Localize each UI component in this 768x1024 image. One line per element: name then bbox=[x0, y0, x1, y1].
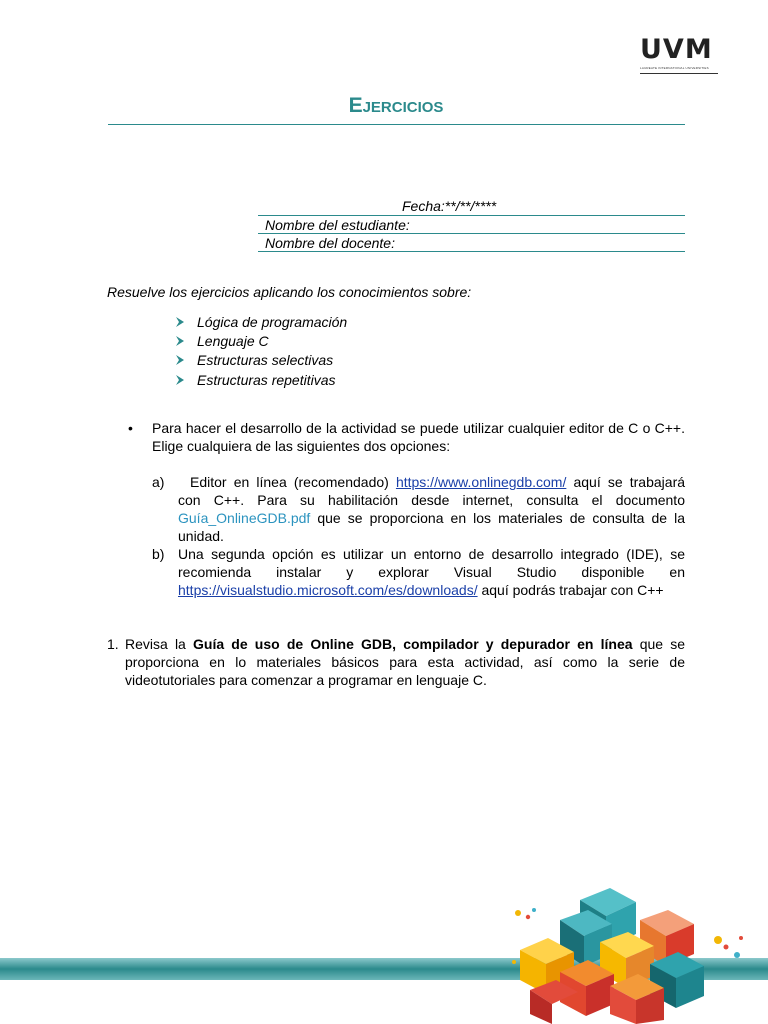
title-divider bbox=[108, 124, 685, 125]
intro-text: Resuelve los ejercicios aplicando los conocimientos sobre: bbox=[107, 284, 472, 300]
logo-subtitle: LAUREATE INTERNATIONAL UNIVERSITIES bbox=[640, 66, 709, 70]
teacher-name-label: Nombre del docente: bbox=[265, 235, 395, 251]
date-field-line bbox=[258, 215, 685, 216]
arrow-bullet-icon bbox=[175, 375, 185, 385]
step-number: 1. bbox=[107, 636, 119, 652]
step-1-text: Revisa la Guía de uso de Online GDB, compilador y depurador en línea que se proporciona en lo materiales básicos para esta actividad, así como la serie de videotutoriales para comenzar a programar en lenguaje C. bbox=[125, 636, 685, 688]
option-a-text: Editor en línea (recomendado) https://www.onlinegdb.com/ aquí se trabajará con C++. Para su habilitación desde internet, consulta el documento Guía_OnlineGDB.pdf que se proporciona en los materiales de consulta de la unidad. bbox=[178, 474, 686, 544]
guide-title: Guía de uso de Online GDB, compilador y depurador en línea bbox=[193, 636, 633, 652]
option-b-text: Una segunda opción es utilizar un entorno de desarrollo integrado (IDE), se recomienda instalar y explorar Visual Studio disponible en https://visualstudio.microsoft.com/es/downloads/ aquí podrás trabajar con C++ bbox=[178, 546, 685, 598]
visual-studio-link[interactable]: https://visualstudio.microsoft.com/es/downloads/ bbox=[178, 582, 478, 598]
arrow-bullet-icon bbox=[175, 336, 185, 346]
topic-item: Estructuras selectivas bbox=[197, 352, 334, 368]
arrow-bullet-icon bbox=[175, 317, 185, 327]
bullet-dot-icon: • bbox=[128, 420, 133, 436]
logo-text: UVM bbox=[640, 34, 713, 65]
page-title: Ejercicios bbox=[348, 94, 444, 117]
topic-item: Lenguaje C bbox=[197, 333, 269, 349]
guide-pdf-link[interactable]: Guía_OnlineGDB.pdf bbox=[178, 510, 311, 526]
student-name-line bbox=[258, 233, 685, 234]
bullet-paragraph: Para hacer el desarrollo de la actividad se puede utilizar cualquier editor de C o C++. Elige cualquiera de las siguientes dos opciones: bbox=[152, 420, 685, 454]
topic-item: Estructuras repetitivas bbox=[197, 372, 336, 388]
onlinegdb-link[interactable]: https://www.onlinegdb.com/ bbox=[395, 474, 567, 490]
topic-item: Lógica de programación bbox=[197, 314, 348, 330]
arrow-bullet-icon bbox=[175, 355, 185, 365]
option-a-marker: a) bbox=[152, 474, 165, 490]
student-name-label: Nombre del estudiante: bbox=[265, 217, 410, 233]
decorative-cubes-graphic bbox=[500, 880, 768, 1024]
option-b-marker: b) bbox=[152, 546, 165, 562]
date-field-label: Fecha:**/**/**** bbox=[402, 198, 497, 214]
teacher-name-line bbox=[258, 251, 685, 252]
logo-rule bbox=[640, 73, 718, 74]
uvm-logo bbox=[640, 36, 718, 74]
